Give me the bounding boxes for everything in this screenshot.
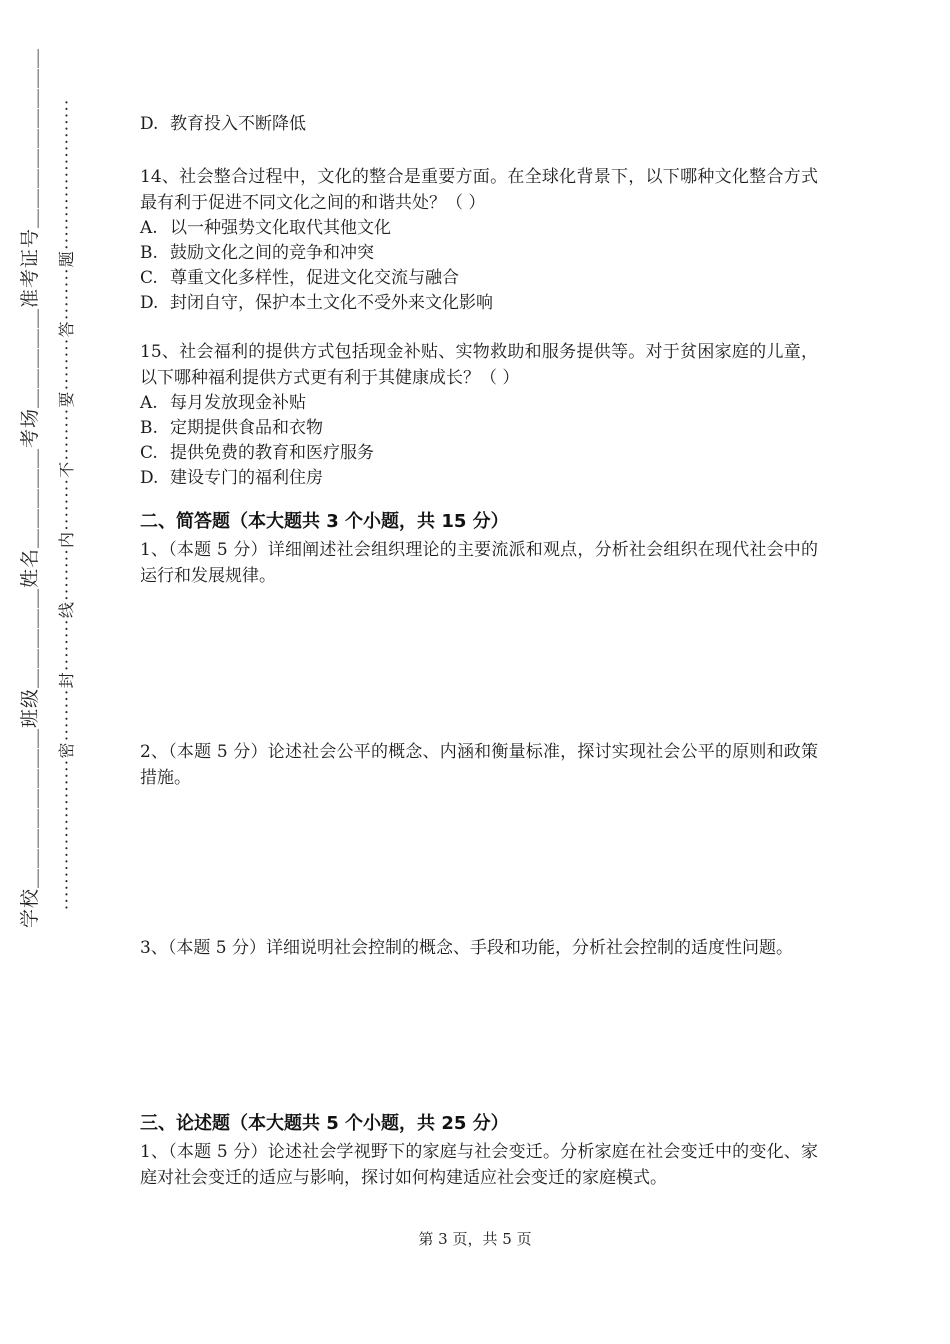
page-number-footer: 第 3 页，共 5 页 (418, 1230, 532, 1248)
option-letter: A. (140, 393, 158, 413)
option-letter: C. (140, 443, 158, 463)
exam-content (140, 0, 818, 1344)
option-letter: C. (140, 268, 158, 288)
section-2-question-1: 1、（本题 5 分）详细阐述社会组织理论的主要流派和观点，分析社会组织在现代社会中的运行和发展规律。 (140, 540, 818, 586)
option-letter: D. (140, 293, 159, 313)
option-row-d (140, 466, 818, 491)
option-text: 每月发放现金补贴 (170, 393, 306, 413)
option-letter: D. (140, 468, 159, 488)
option-text: 建设专门的福利住房 (170, 468, 323, 488)
option-row-prev-d (140, 112, 818, 137)
option-row-c (140, 266, 818, 291)
option-row-b (140, 241, 818, 266)
option-text: 封闭自守，保护本土文化不受外来文化影响 (170, 293, 493, 313)
option-text: 提供免费的教育和医疗服务 (170, 443, 374, 463)
option-row-a (140, 391, 818, 416)
option-text: 鼓励文化之间的竞争和冲突 (170, 243, 374, 263)
option-row-b (140, 416, 818, 441)
option-letter: B. (140, 243, 158, 263)
option-text: 以一种强势文化取代其他文化 (170, 218, 391, 238)
option-letter: B. (140, 418, 158, 438)
section-3-question-1: 1、（本题 5 分）论述社会学视野下的家庭与社会变迁。分析家庭在社会变迁中的变化、家庭对社会变迁的适应与影响，探讨如何构建适应社会变迁的家庭模式。 (140, 1142, 818, 1188)
option-letter: A. (140, 218, 158, 238)
section-2-question-2: 2、（本题 5 分）论述社会公平的概念、内涵和衡量标准，探讨实现社会公平的原则和政策措施。 (140, 742, 818, 788)
question-15-stem: 15、社会福利的提供方式包括现金补贴、实物救助和服务提供等。对于贫困家庭的儿童，以下哪种福利提供方式更有利于其健康成长？（ ） (140, 342, 818, 388)
section-2-heading: 二、简答题（本大题共 3 个小题，共 15 分） (140, 511, 509, 532)
option-row-c (140, 441, 818, 466)
option-text: 尊重文化多样性，促进文化交流与融合 (170, 268, 459, 288)
question-14-stem: 14、社会整合过程中，文化的整合是重要方面。在全球化背景下，以下哪种文化整合方式最有利于促进不同文化之间的和谐共处？（ ） (140, 167, 818, 213)
section-2-question-3: 3、（本题 5 分）详细说明社会控制的概念、手段和功能，分析社会控制的适度性问题。 (140, 938, 793, 958)
seal-dotted-line: ·······················密········封········线········内········不········要········答········题······················· (57, 98, 76, 910)
option-row-d (140, 291, 818, 316)
seal-student-fields-line: 学校＿＿＿＿＿＿＿＿班级＿＿＿＿＿姓名＿＿＿＿＿考场＿＿＿＿＿准考证号＿＿＿＿＿＿＿＿＿ (19, 47, 41, 928)
option-letter: D. (140, 114, 159, 134)
section-3-heading: 三、论述题（本大题共 5 个小题，共 25 分） (140, 1113, 509, 1134)
option-row-a (140, 216, 818, 241)
option-text: 教育投入不断降低 (170, 114, 306, 134)
question-14-options (140, 216, 818, 316)
question-15-options (140, 391, 818, 491)
option-text: 定期提供食品和衣物 (170, 418, 323, 438)
